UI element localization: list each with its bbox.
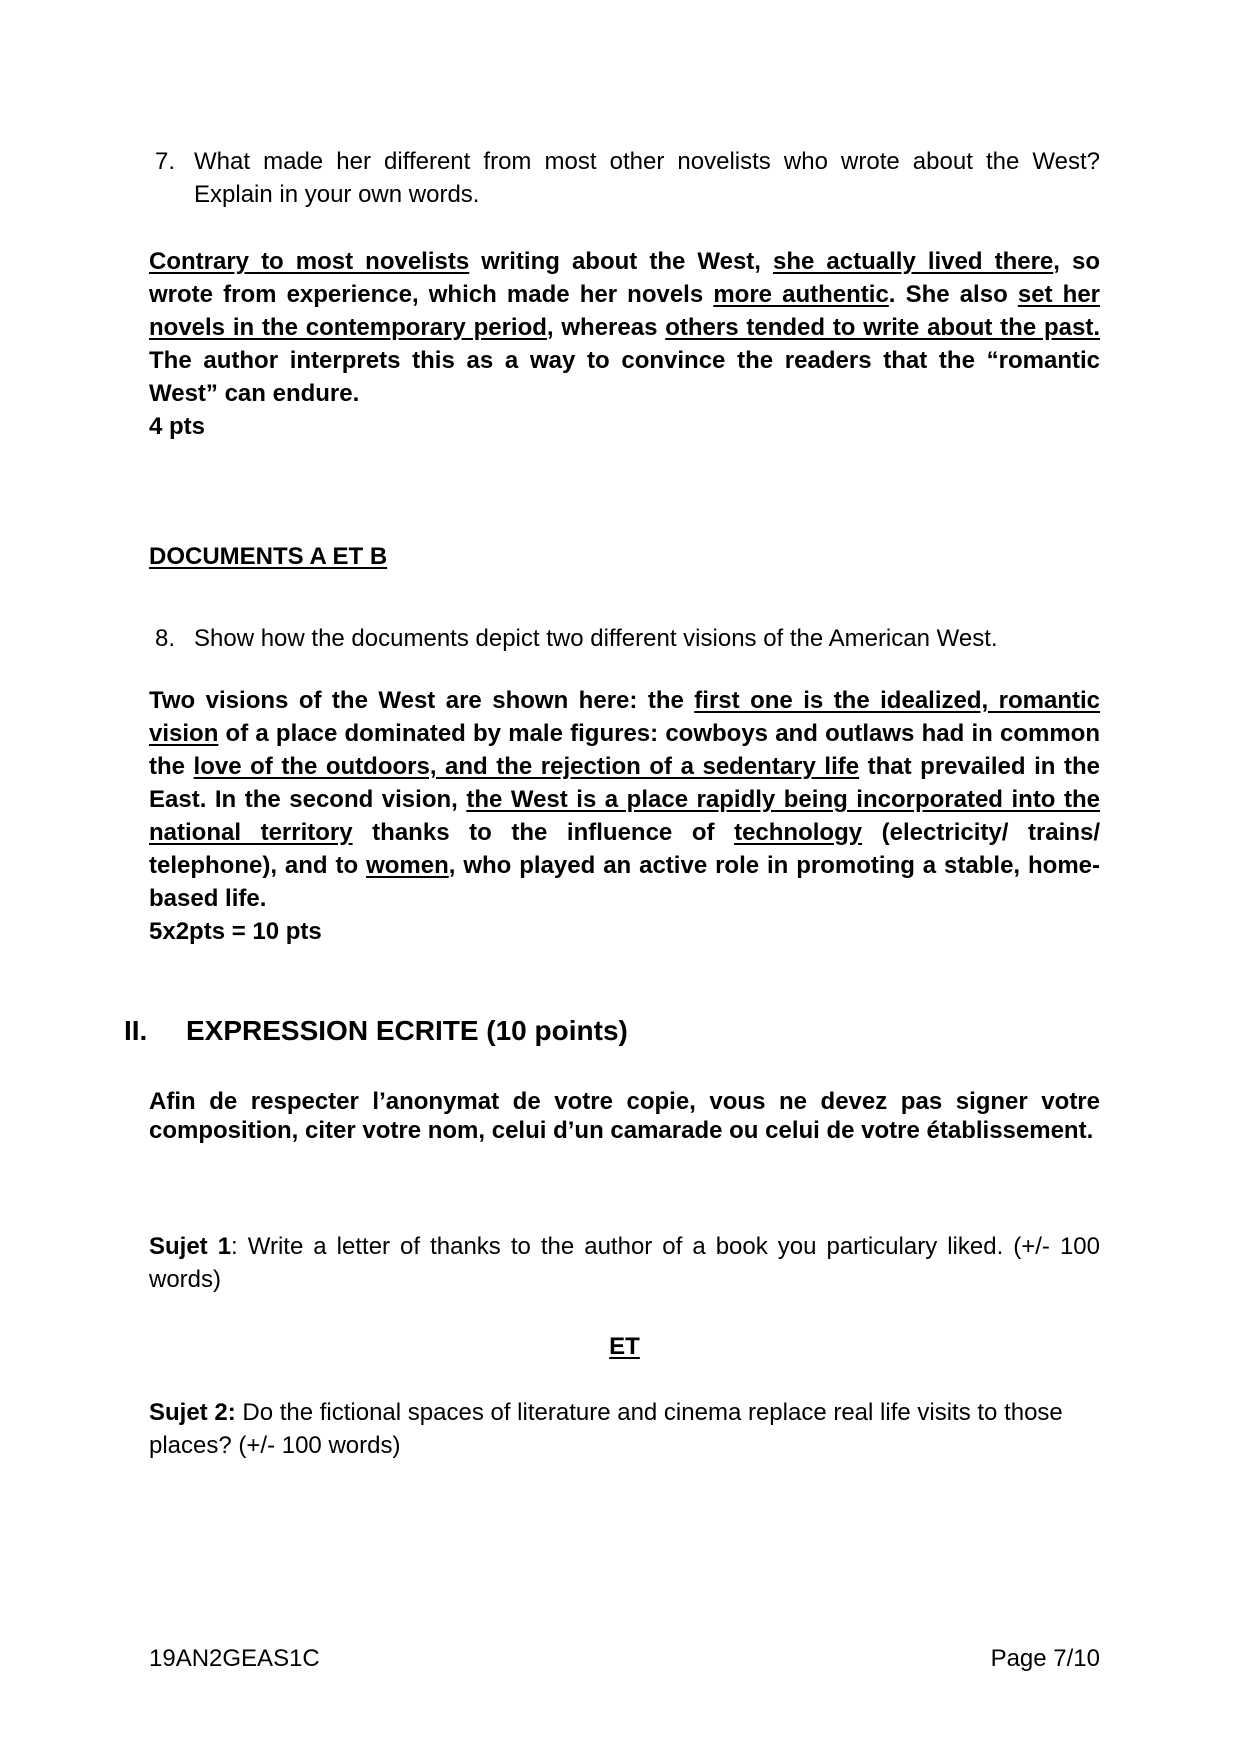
question-7 [149, 145, 1100, 211]
question-text: Show how the documents depict two different visions of the American West. [194, 625, 998, 652]
sujet-1 [149, 1230, 1100, 1296]
footer-page-number: Page 7/10 [990, 1645, 1100, 1672]
sujet-2 [149, 1396, 1100, 1462]
underlined-phrase: technology [734, 819, 863, 846]
sujet-1-text: : Write a letter of thanks to the author of a book you particulary liked. (+/- 100 words) [149, 1233, 1100, 1293]
text-run: thanks to the influence of [352, 819, 735, 846]
anonymity-instruction: Afin de respecter l’anonymat de votre copie, vous ne devez pas signer votre composition, citer votre nom, celui d’un camarade ou celui de votre établissement. [149, 1088, 1100, 1144]
section-title: EXPRESSION ECRITE (10 points) [186, 1015, 628, 1046]
question-8 [149, 622, 1100, 655]
documents-heading: DOCUMENTS A ET B [149, 543, 388, 570]
sujet-1-label: Sujet 1 [149, 1233, 232, 1260]
underlined-phrase: more authentic [713, 281, 889, 308]
text-run: . She also [888, 281, 1018, 308]
underlined-phrase: first one is the idealized, romantic vision [149, 687, 1100, 747]
question-number: 8. [155, 625, 176, 652]
sujet-2-text: Do the fictional spaces of literature and cinema replace real life visits to those places? (+/- 100 words) [149, 1399, 1063, 1459]
text-run: , so wrote from experience, which made her novels [149, 248, 1101, 308]
underlined-phrase: Contrary to most novelists [149, 248, 470, 275]
answer-8 [149, 684, 1100, 915]
points-8: 5x2pts = 10 pts [149, 918, 322, 945]
text-run: , whereas [546, 314, 666, 341]
underlined-phrase: the West is a place rapidly being incorporated into the national territory [149, 786, 1100, 846]
text-run: writing about the West, [469, 248, 774, 275]
text-run: , who played an active role in promoting a stable, home-based life. [149, 852, 1101, 912]
answer-7 [149, 245, 1100, 410]
text-run: of a place dominated by male figures: cowboys and outlaws had in common the [149, 720, 1100, 780]
et-separator: ET [609, 1333, 640, 1360]
question-text: What made her different from most other novelists who wrote about the West? Explain in your own words. [194, 148, 1100, 208]
points-7: 4 pts [149, 413, 206, 440]
underlined-phrase: she actually lived there [773, 248, 1054, 275]
underlined-phrase: love of the outdoors, and the rejection of a sedentary life [193, 753, 860, 780]
footer-code: 19AN2GEAS1C [149, 1645, 320, 1672]
text-run: The author interprets this as a way to convince the readers that the “romantic West” can endure. [149, 347, 1100, 407]
underlined-phrase: others tended to write about the past. [665, 314, 1100, 341]
underlined-phrase: set her novels in the contemporary period [149, 281, 1101, 341]
underlined-phrase: women [366, 852, 449, 879]
text-run: Two visions of the West are shown here: the [149, 687, 695, 714]
text-run: that prevailed in the East. In the second vision, [149, 753, 1100, 813]
text-run: (electricity/ trains/ telephone), and to [149, 819, 1100, 879]
question-number: 7. [155, 148, 176, 175]
sujet-2-label: Sujet 2: [149, 1399, 236, 1426]
section-numeral: II. [124, 1015, 148, 1046]
